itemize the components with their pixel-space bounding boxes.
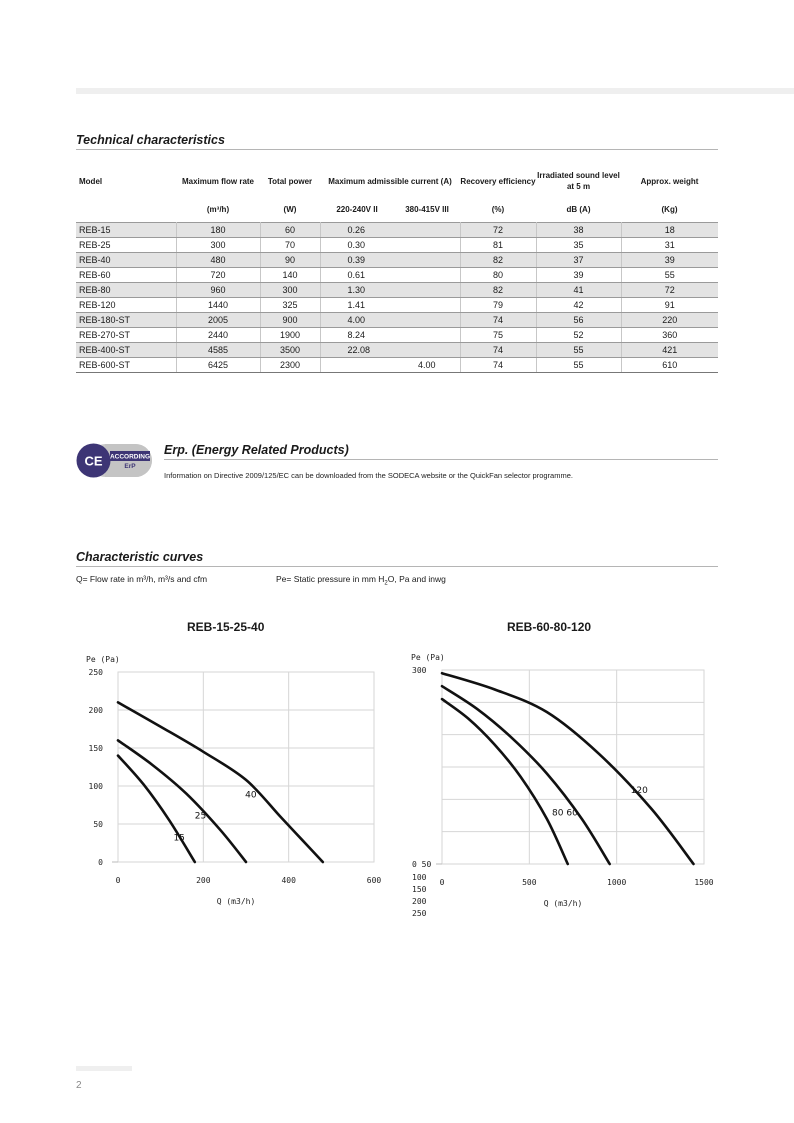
cell-sound: 38 [536,223,621,238]
x-axis-label: Q (m3/h) [543,899,583,908]
cell-model: REB-600-ST [76,358,176,373]
header-sound: Irradiated sound level at 5 m [537,171,620,191]
cell-sound: 55 [536,358,621,373]
cell-flow: 2440 [176,328,260,343]
legend-pe: Pe= Static pressure in mm $H_2O$, Pa and inwg [276,574,446,587]
cell-weight: 91 [621,298,718,313]
cell-weight: 39 [621,253,718,268]
cell-c220: 1.30 [320,283,394,298]
cell-weight: 31 [621,238,718,253]
y-tick-label: 0 50 [412,860,432,869]
cell-power: 300 [260,283,320,298]
cell-sound: 55 [536,343,621,358]
cell-power: 2300 [260,358,320,373]
x-tick-label: 1000 [607,878,627,887]
cell-c220: 4.00 [320,313,394,328]
x-tick-label: 0 [115,876,121,885]
x-tick-label: 500 [522,878,537,887]
unit-weight: (Kg) [661,204,678,214]
cell-model: REB-40 [76,253,176,268]
cell-model: REB-120 [76,298,176,313]
y-tick-label: 200 [412,897,427,906]
x-axis-label: Q (m3/h) [216,897,256,906]
cell-recovery: 74 [460,358,536,373]
cell-weight: 72 [621,283,718,298]
x-tick-label: 200 [196,876,211,885]
cell-sound: 35 [536,238,621,253]
erp-title: Erp. (Energy Related Products) [164,443,718,460]
cell-model: REB-15 [76,223,176,238]
cell-c380: 4.00 [394,358,460,373]
y-tick-label: 0 [98,858,103,867]
cell-weight: 360 [621,328,718,343]
cell-c220: 0.26 [320,223,394,238]
page-number: 2 [76,1080,82,1091]
y-tick-label: 150 [88,744,103,753]
cell-model: REB-180-ST [76,313,176,328]
cell-power: 90 [260,253,320,268]
series-label-15: 15 [173,833,185,844]
cell-power: 325 [260,298,320,313]
cell-sound: 56 [536,313,621,328]
svg-text:ErP: ErP [124,463,136,470]
header-flow: Maximum flow rate [181,176,254,186]
cell-weight: 18 [621,223,718,238]
header-power: Total power [267,176,313,186]
series-line-80 [442,686,610,864]
svg-text:CE: CE [84,453,103,469]
cell-power: 60 [260,223,320,238]
technical-characteristics-title: Technical characteristics [76,133,718,150]
cell-sound: 37 [536,253,621,268]
cell-flow: 960 [176,283,260,298]
header-weight: Approx. weight [640,176,699,186]
unit-recovery: (%) [491,204,505,214]
cell-sound: 39 [536,268,621,283]
unit-380: 380-415V III [405,204,449,214]
legend-q: Q= Flow rate in m³/h, m³/s and cfm [76,574,208,584]
cell-recovery: 82 [460,253,536,268]
cell-weight: 55 [621,268,718,283]
y-tick-label: 50 [93,820,103,829]
y-tick-label: 100 [88,782,103,791]
cell-power: 1900 [260,328,320,343]
erp-info-text: Information on Directive 2009/125/EC can be downloaded from the SODECA website or the QuickFan selector programme. [164,471,573,480]
cell-model: REB-400-ST [76,343,176,358]
cell-recovery: 81 [460,238,536,253]
cell-recovery: 75 [460,328,536,343]
cell-recovery: 72 [460,223,536,238]
x-tick-label: 0 [439,878,445,887]
cell-sound: 52 [536,328,621,343]
x-tick-label: 600 [366,876,382,885]
series-line-60 [442,699,568,864]
cell-flow: 300 [176,238,260,253]
cell-flow: 1440 [176,298,260,313]
cell-c220: 0.39 [320,253,394,268]
cell-flow: 480 [176,253,260,268]
y-axis-label: Pe (Pa) [86,655,120,664]
y-axis-label: Pe (Pa) [411,653,445,662]
series-annotation: 80 60 [552,808,578,819]
x-tick-label: 400 [281,876,296,885]
cell-weight: 421 [621,343,718,358]
header-current: Maximum admissible current (A) [328,176,452,186]
header-recovery: Recovery efficiency [460,176,536,186]
cell-sound: 42 [536,298,621,313]
chart-title-reb-15-25-40: REB-15-25-40 [187,620,265,634]
cell-recovery: 82 [460,283,536,298]
cell-power: 70 [260,238,320,253]
cell-recovery: 74 [460,313,536,328]
svg-text:ACCORDING: ACCORDING [109,453,151,461]
cell-flow: 720 [176,268,260,283]
cell-flow: 180 [176,223,260,238]
cell-recovery: 80 [460,268,536,283]
series-label-120: 120 [630,785,648,796]
cell-weight: 610 [621,358,718,373]
unit-sound: dB (A) [566,204,591,214]
cell-c220: 8.24 [320,328,394,343]
y-tick-label: 250 [88,668,103,677]
series-label-40: 40 [245,790,257,801]
cell-power: 140 [260,268,320,283]
cell-power: 3500 [260,343,320,358]
x-tick-label: 1500 [694,878,714,887]
cell-flow: 6425 [176,358,260,373]
cell-sound: 41 [536,283,621,298]
y-tick-label: 300 [412,666,427,675]
cell-model: REB-80 [76,283,176,298]
cell-power: 900 [260,313,320,328]
unit-flow: (m³/h) [206,204,230,214]
y-tick-label: 100 [412,873,427,882]
header-model: Model [79,176,103,186]
cell-recovery: 79 [460,298,536,313]
footer-decor-bar [76,1066,132,1071]
y-tick-label: 150 [412,885,427,894]
cell-model: REB-25 [76,238,176,253]
characteristic-curves-title: Characteristic curves [76,550,718,567]
cell-c220: 1.41 [320,298,394,313]
unit-power: (W) [283,204,297,214]
series-label-25: 25 [194,811,207,822]
y-tick-label: 250 [412,909,427,918]
unit-220: 220-240V II [336,204,378,214]
cell-flow: 4585 [176,343,260,358]
cell-c220: 0.30 [320,238,394,253]
cell-model: REB-60 [76,268,176,283]
chart-title-reb-60-80-120: REB-60-80-120 [507,620,592,634]
cell-c220: 0.61 [320,268,394,283]
y-tick-label: 200 [88,706,103,715]
cell-flow: 2005 [176,313,260,328]
cell-c220: 22.08 [320,343,394,358]
cell-recovery: 74 [460,343,536,358]
cell-model: REB-270-ST [76,328,176,343]
cell-weight: 220 [621,313,718,328]
